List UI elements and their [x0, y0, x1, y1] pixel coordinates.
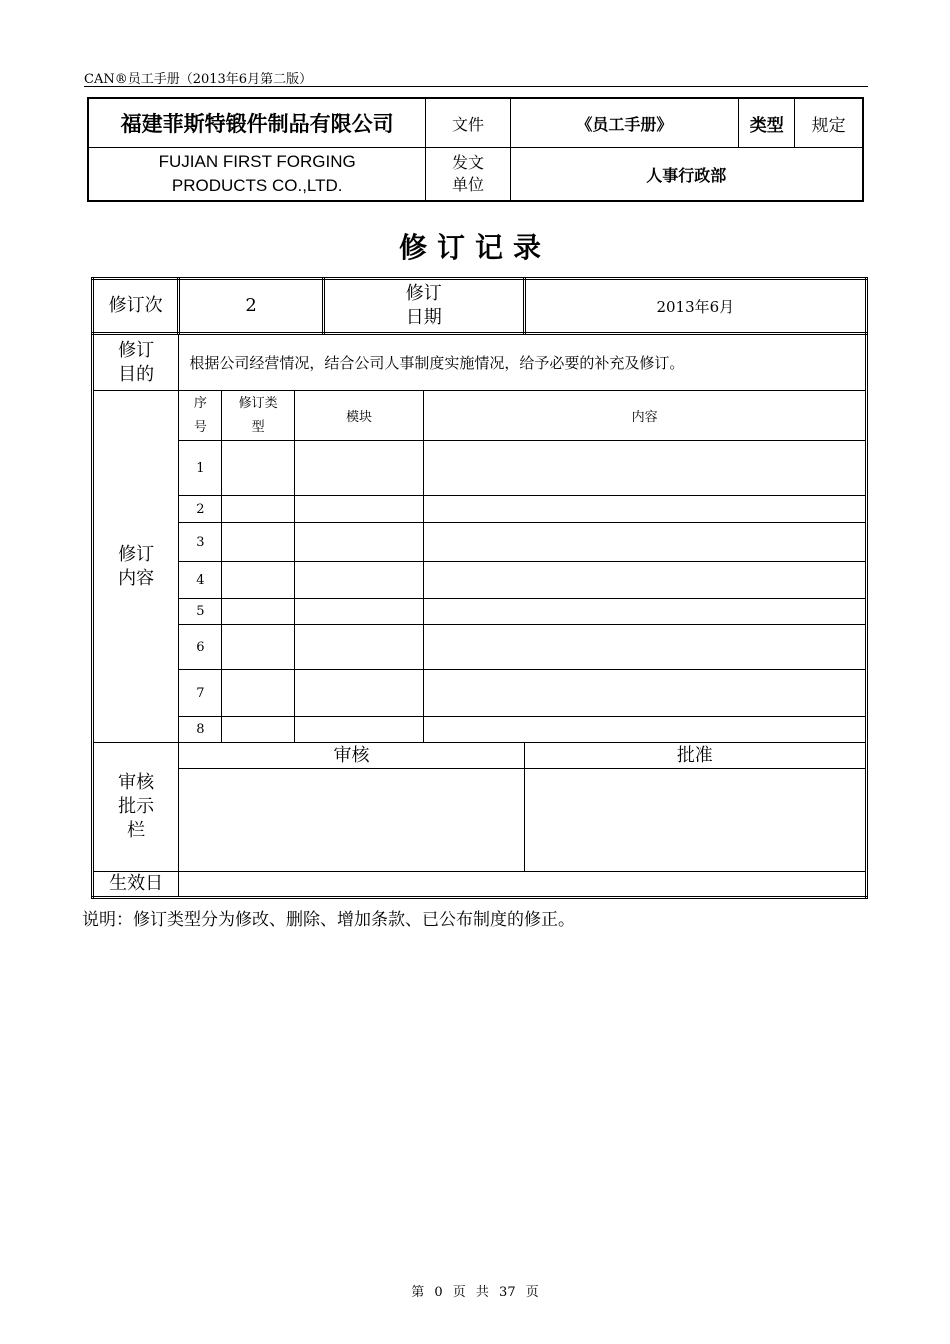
row-module-cell [294, 523, 424, 562]
row-type-cell [222, 599, 294, 625]
row-number: 8 [179, 717, 222, 743]
row-module-cell [294, 670, 424, 717]
file-label: 文件 [426, 98, 510, 148]
row-content-cell [424, 523, 867, 562]
row-content-cell [424, 670, 867, 717]
dept-label [426, 148, 510, 202]
approval-label-line3: 栏 [127, 820, 146, 841]
company-name-en-line2: PRODUCTS CO.,LTD. [171, 176, 343, 195]
row-type-cell [222, 717, 294, 743]
column-header-type-line1: 修订类 [238, 395, 278, 411]
row-number: 7 [179, 670, 222, 717]
effective-date-value [179, 872, 867, 898]
row-number: 6 [179, 625, 222, 670]
column-header-type [222, 391, 294, 441]
page-title: 修订记录 [398, 231, 551, 264]
row-type-cell [222, 670, 294, 717]
row-type-cell [222, 562, 294, 599]
table-row [93, 562, 867, 599]
revision-date-label-line1: 修订 [405, 283, 442, 304]
page-footer: 第 0 页 共 37 页 [411, 1285, 539, 1300]
revision-no-value: 2 [179, 279, 324, 334]
purpose-label [93, 334, 179, 391]
content-label-line1: 修订 [118, 543, 155, 565]
revision-type-note: 说明：修订类型分为修改、删除、增加条款、已公布制度的修正。 [82, 910, 575, 930]
table-row [93, 625, 867, 670]
revision-record-table [91, 277, 868, 899]
row-number: 1 [179, 441, 222, 496]
column-header-seq-line2: 号 [193, 419, 207, 435]
row-content-cell [424, 625, 867, 670]
column-header-content: 内容 [424, 391, 867, 441]
file-value: 《员工手册》 [510, 98, 739, 148]
row-content-cell [424, 562, 867, 599]
content-label-line2: 内容 [118, 567, 155, 589]
table-row [93, 717, 867, 743]
company-name-en-line1: FUJIAN FIRST FORGING [158, 152, 356, 171]
header-rule [84, 86, 868, 87]
column-header-type-line2: 型 [251, 419, 265, 435]
row-number: 5 [179, 599, 222, 625]
row-content-cell [424, 441, 867, 496]
approval-label [93, 743, 179, 872]
row-module-cell [294, 441, 424, 496]
company-name-cn: 福建菲斯特锻件制品有限公司 [88, 98, 426, 148]
row-type-cell [222, 496, 294, 523]
row-module-cell [294, 625, 424, 670]
document-header-table [87, 97, 864, 202]
table-row [93, 523, 867, 562]
approve-label: 批准 [524, 743, 866, 769]
purpose-text: 根据公司经营情况，结合公司人事制度实施情况，给予必要的补充及修订。 [179, 334, 867, 391]
row-content-cell [424, 599, 867, 625]
type-label: 类型 [739, 98, 795, 148]
company-name-en [88, 148, 426, 202]
row-module-cell [294, 562, 424, 599]
purpose-label-line2: 目的 [118, 363, 155, 385]
row-content-cell [424, 717, 867, 743]
running-header: CAN®员工手册（2013年6月第二版） [84, 72, 313, 87]
table-row [93, 670, 867, 717]
row-content-cell [424, 496, 867, 523]
row-module-cell [294, 496, 424, 523]
revision-date-label-line2: 日期 [405, 307, 442, 328]
row-module-cell [294, 599, 424, 625]
row-module-cell [294, 717, 424, 743]
row-number: 2 [179, 496, 222, 523]
review-signature-area [179, 769, 524, 872]
column-header-seq-line1: 序 [193, 395, 207, 411]
revision-date-label [323, 279, 524, 334]
row-type-cell [222, 523, 294, 562]
purpose-label-line1: 修订 [118, 339, 155, 361]
revision-no-label: 修订次 [93, 279, 179, 334]
approve-signature-area [524, 769, 866, 872]
dept-label-line1: 发文 [451, 153, 484, 172]
approval-label-line1: 审核 [118, 772, 155, 793]
table-row [93, 441, 867, 496]
effective-date-label: 生效日 [93, 872, 179, 898]
row-number: 3 [179, 523, 222, 562]
approval-label-line2: 批示 [118, 796, 155, 817]
table-row [93, 496, 867, 523]
content-label [93, 391, 179, 743]
dept-value: 人事行政部 [510, 148, 863, 202]
row-type-cell [222, 625, 294, 670]
type-value: 规定 [795, 98, 863, 148]
row-type-cell [222, 441, 294, 496]
column-header-module: 模块 [294, 391, 424, 441]
dept-label-line2: 单位 [451, 175, 484, 194]
column-header-seq [179, 391, 222, 441]
review-label: 审核 [179, 743, 524, 769]
table-row [93, 599, 867, 625]
row-number: 4 [179, 562, 222, 599]
revision-date-value: 2013年6月 [524, 279, 866, 334]
